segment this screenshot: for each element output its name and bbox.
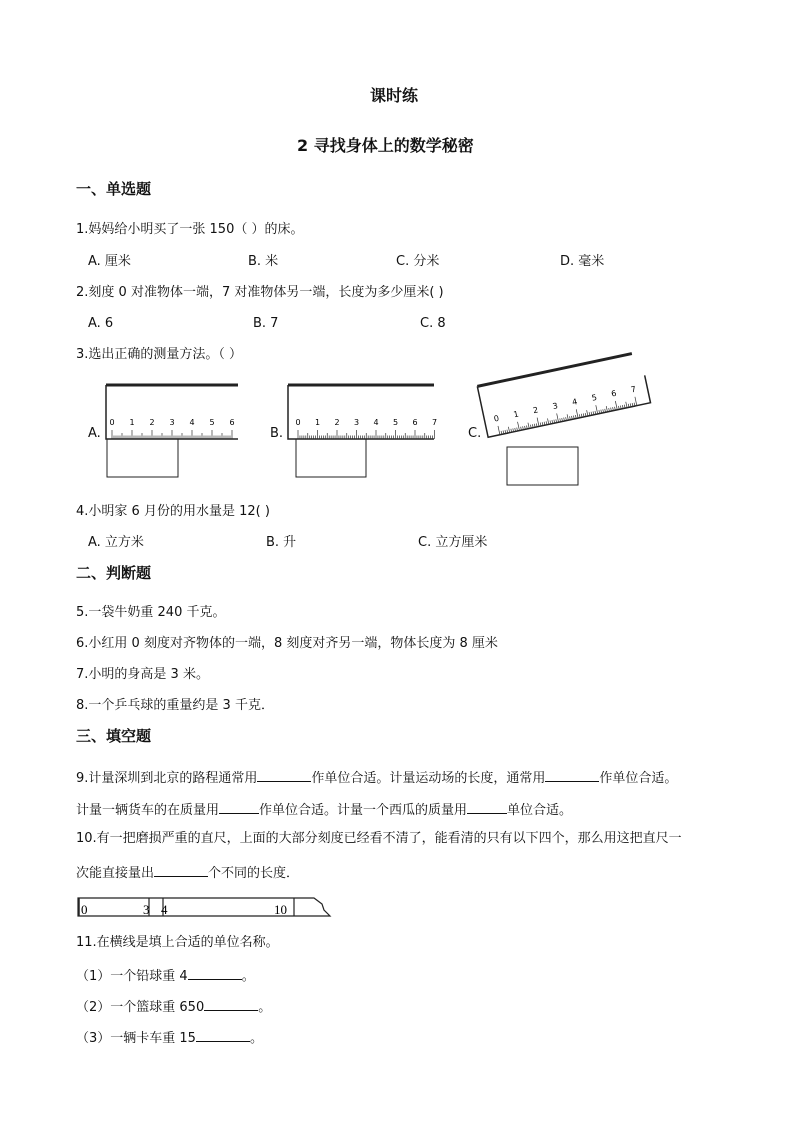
ruler-tick [498, 426, 500, 435]
question-11-item-2-text: （2）一个篮球重 650 [76, 1000, 205, 1015]
answer-blank[interactable] [196, 1029, 250, 1042]
question-3-option-a[interactable]: A. [88, 426, 101, 441]
ruler-number: 0 [295, 418, 301, 427]
question-3-text: 3.选出正确的测量方法。（ ） [76, 347, 243, 362]
period: 。 [258, 1000, 272, 1015]
ruler-tick [635, 397, 637, 406]
question-4-text: 4.小明家 6 月份的用水量是 12( ) [76, 504, 270, 519]
ruler-number: 7 [432, 418, 438, 427]
question-4-option-c[interactable]: C. 立方厘米 [418, 535, 488, 550]
answer-blank[interactable] [467, 801, 507, 814]
ruler-number: 5 [209, 418, 215, 427]
question-9-text-f: 单位合适。 [507, 803, 573, 818]
ruler-figure-b [286, 383, 436, 479]
section-heading-single-choice: 一、单选题 [76, 180, 152, 198]
answer-blank[interactable] [219, 801, 259, 814]
worn-ruler-label-0: 0 [81, 902, 88, 917]
answer-blank[interactable] [204, 998, 258, 1011]
question-10-text-a: 次能直接量出 [76, 866, 155, 881]
ruler-number: 7 [629, 384, 637, 395]
worn-ruler-figure [76, 896, 332, 920]
question-11-item-3 [76, 1029, 263, 1045]
ruler-tick [537, 418, 539, 427]
question-6-text: 6.小红用 0 刻度对齐物体的一端，8 刻度对齐另一端，物体长度为 8 厘米 [76, 636, 498, 651]
ruler-number: 3 [551, 401, 559, 412]
ruler-tick [606, 406, 607, 412]
ruler-tick [508, 427, 509, 433]
worn-ruler-label-10: 10 [274, 902, 287, 917]
ruler-figure-c [486, 376, 661, 488]
ruler-tick [596, 405, 598, 414]
ruler-tick [528, 423, 529, 429]
question-4-option-b[interactable]: B. 升 [266, 535, 297, 550]
question-1-option-c[interactable]: C. 分米 [396, 254, 440, 269]
question-9-line-1 [76, 769, 677, 785]
question-11-text: 11.在横线是填上合适的单位名称。 [76, 935, 279, 950]
ruler-number: 6 [412, 418, 418, 427]
ruler-tick [576, 409, 578, 418]
ruler-number: 0 [493, 413, 500, 424]
question-4-option-a[interactable]: A. 立方米 [88, 535, 144, 550]
question-11-item-1 [76, 967, 255, 983]
answer-blank[interactable] [188, 967, 242, 980]
worn-ruler-label-3: 3 [143, 902, 150, 917]
question-8-text: 8.一个乒乓球的重量约是 3 千克． [76, 698, 274, 713]
ruler-number: 1 [512, 409, 520, 420]
answer-blank[interactable] [154, 864, 208, 877]
question-3-option-b[interactable]: B. [270, 426, 284, 441]
ruler-figure-a [104, 383, 240, 479]
question-1-option-b[interactable]: B. 米 [248, 254, 279, 269]
worn-ruler-label-4: 4 [161, 902, 168, 917]
ruler-number: 6 [610, 388, 618, 399]
question-1-text: 1.妈妈给小明买了一张 150（ ）的床。 [76, 222, 304, 237]
question-2-option-a[interactable]: A. 6 [88, 316, 114, 331]
period: 。 [249, 1031, 263, 1046]
ruler-number: 6 [229, 418, 235, 427]
ruler-number: 0 [109, 418, 115, 427]
ruler-number: 4 [571, 397, 579, 407]
question-2-option-b[interactable]: B. 7 [253, 316, 279, 331]
answer-blank[interactable] [545, 769, 599, 782]
question-10-line-2 [76, 864, 299, 880]
ruler-number: 2 [149, 418, 155, 427]
ruler-tick [587, 410, 588, 416]
question-11-item-3-text: （3）一辆卡车重 15 [76, 1031, 196, 1046]
question-1-option-d[interactable]: D. 毫米 [560, 254, 605, 269]
ruler-number: 4 [373, 418, 379, 427]
section-heading-fill-blank: 三、填空题 [76, 727, 152, 745]
period: 。 [241, 969, 255, 984]
ruler-tick [557, 413, 559, 422]
question-9-text-a: 9.计量深圳到北京的路程通常用 [76, 771, 258, 786]
question-9-text-c: 作单位合适。 [599, 771, 678, 786]
ruler-number: 2 [334, 418, 340, 427]
question-3-option-c[interactable]: C. [468, 426, 482, 441]
question-1-option-a[interactable]: A. 厘米 [88, 254, 131, 269]
ruler-tick [548, 418, 549, 424]
ruler-number: 5 [393, 418, 399, 427]
ruler-number: 4 [189, 418, 195, 427]
question-9-text-d: 计量一辆货车的在质量用 [76, 803, 220, 818]
answer-blank[interactable] [257, 769, 311, 782]
question-9-line-2 [76, 801, 572, 817]
question-2-text: 2.刻度 0 对准物体一端，7 对准物体另一端，长度为多少厘米( ) [76, 285, 444, 300]
ruler-tick [615, 401, 617, 410]
question-11-item-1-text: （1）一个铅球重 4 [76, 969, 188, 984]
section-heading-true-false: 二、判断题 [76, 564, 152, 582]
ruler-number: 1 [129, 418, 135, 427]
question-10-line-1: 10.有一把磨损严重的直尺，上面的大部分刻度已经看不清了，能看清的只有以下四个，那么用这把直尺一 [76, 831, 682, 846]
ruler-number: 5 [590, 392, 598, 403]
ruler-number: 3 [354, 418, 360, 427]
ruler-tick [626, 402, 627, 408]
ruler-tick [567, 414, 568, 420]
ruler-number: 1 [315, 418, 321, 427]
ruler-number: 3 [169, 418, 175, 427]
page-subtitle: 2 寻找身体上的数学秘密 [297, 136, 474, 155]
question-10-text-b: 个不同的长度． [208, 866, 300, 881]
question-9-text-e: 作单位合适。计量一个西瓜的质量用 [259, 803, 468, 818]
question-7-text: 7.小明的身高是 3 米。 [76, 667, 209, 682]
question-5-text: 5.一袋牛奶重 240 千克。 [76, 605, 226, 620]
ruler-tick [518, 422, 520, 431]
question-2-option-c[interactable]: C. 8 [420, 316, 446, 331]
page-title: 课时练 [370, 86, 419, 105]
question-11-item-2 [76, 998, 271, 1014]
ruler-number: 2 [532, 405, 540, 416]
question-9-text-b: 作单位合适。计量运动场的长度，通常用 [311, 771, 546, 786]
